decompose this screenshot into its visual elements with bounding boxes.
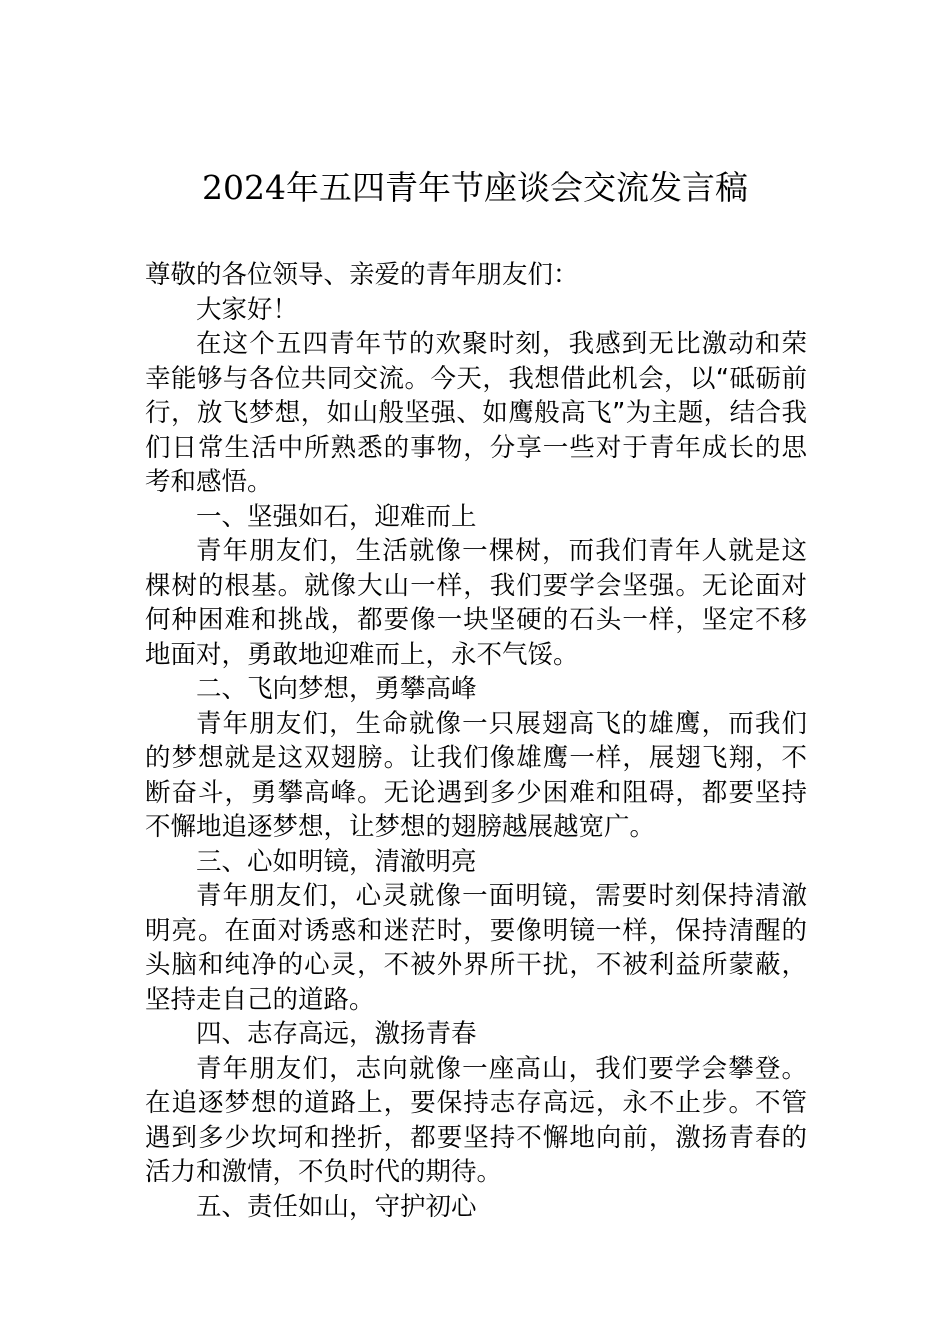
section-paragraph: 青年朋友们，生命就像一只展翅高飞的雄鹰，而我们的梦想就是这双翅膀。让我们像雄鹰一样，展翅飞翔，不断奋斗，勇攀高峰。无论遇到多少困难和阻碍，都要坚持不懈地追逐梦想，让梦想的翅膀越展越宽广。 (145, 708, 807, 842)
section-paragraph: 青年朋友们，心灵就像一面明镜，需要时刻保持清澈明亮。在面对诱惑和迷茫时，要像明镜一样，保持清醒的头脑和纯净的心灵，不被外界所干扰，不被利益所蒙蔽，坚持走自己的道路。 (145, 881, 807, 1015)
section-heading: 四、志存高远，激扬青春 (196, 1019, 477, 1049)
section-heading: 一、坚强如石，迎难而上 (196, 501, 477, 532)
section-paragraph: 青年朋友们，志向就像一座高山，我们要学会攀登。在追逐梦想的道路上，要保持志存高远，永不止步。不管遇到多少坎坷和挫折，都要坚持不懈地向前，激扬青春的活力和激情，不负时代的期待。 (145, 1053, 807, 1187)
document-body (145, 258, 807, 1224)
intro-paragraph: 在这个五四青年节的欢聚时刻，我感到无比激动和荣幸能够与各位共同交流。今天，我想借此机会，以“砥砺前行，放飞梦想，如山般坚强、如鹰般高飞”为主题，结合我们日常生活中所熟悉的事物，分享一些对于青年成长的思考和感悟。 (145, 329, 807, 497)
salutation: 尊敬的各位领导、亲爱的青年朋友们： (145, 260, 579, 290)
section-heading: 三、心如明镜，清澈明亮 (196, 846, 477, 877)
greeting: 大家好！ (196, 294, 299, 325)
section-heading: 二、飞向梦想，勇攀高峰 (196, 674, 477, 704)
document-title: 2024年五四青年节座谈会交流发言稿 (202, 168, 748, 207)
section-heading: 五、责任如山，守护初心 (196, 1191, 477, 1222)
section-paragraph: 青年朋友们，生活就像一棵树，而我们青年人就是这棵树的根基。就像大山一样，我们要学会坚强。无论面对何种困难和挑战，都要像一块坚硬的石头一样，坚定不移地面对，勇敢地迎难而上，永不气馁。 (145, 536, 807, 670)
